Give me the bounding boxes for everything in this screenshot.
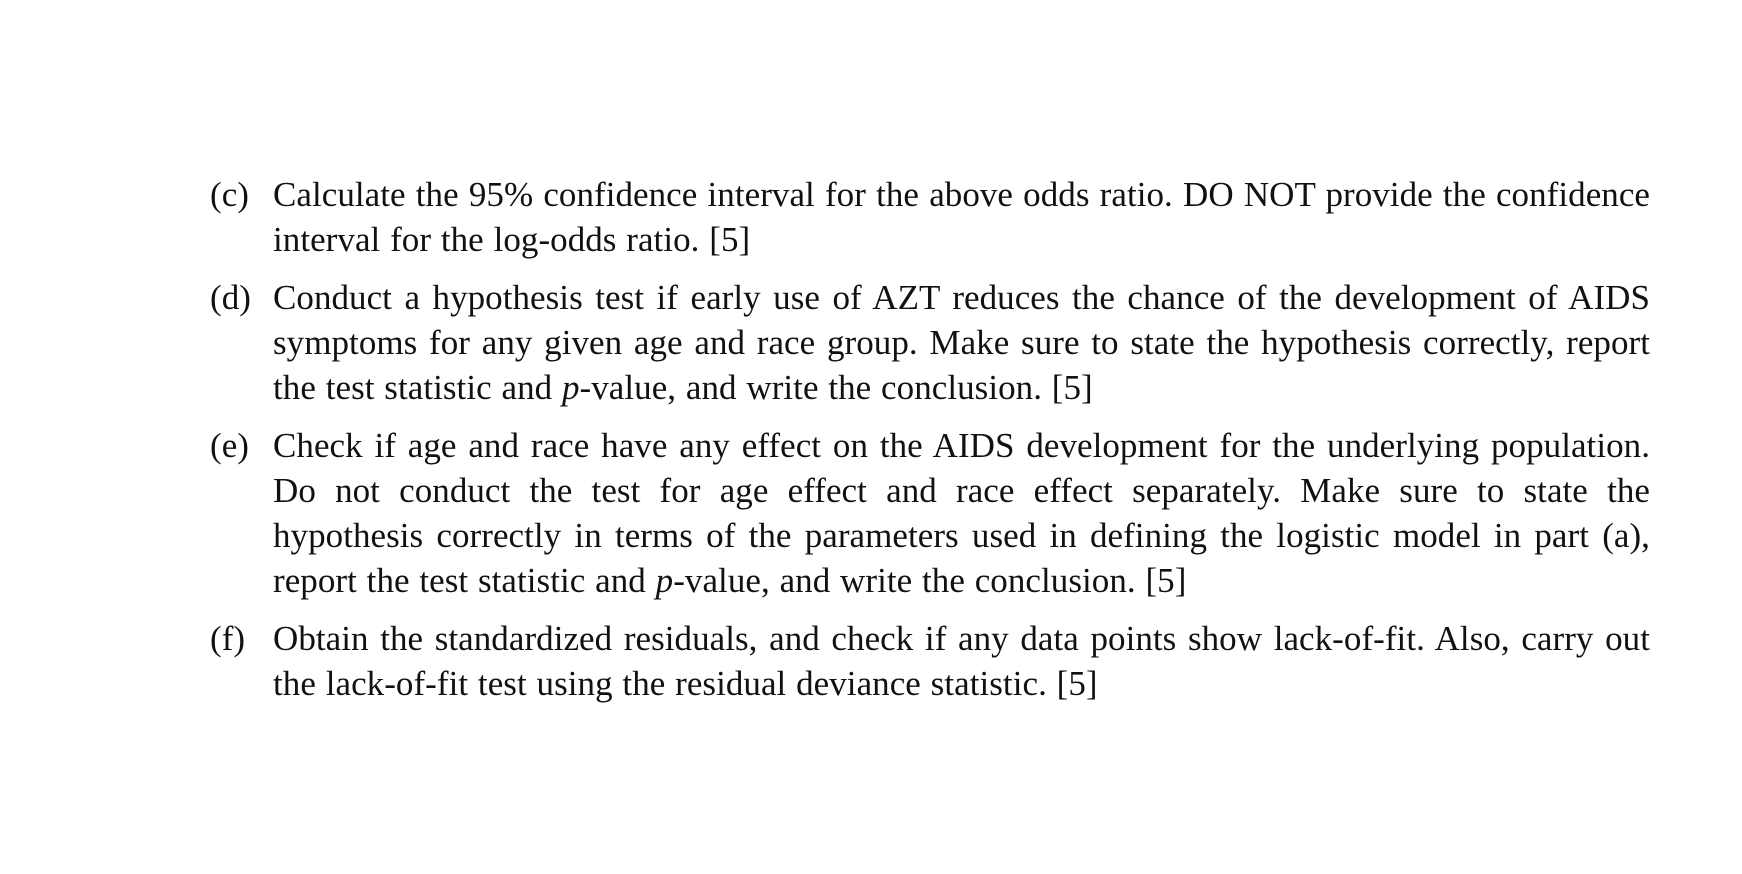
question-label: (f) xyxy=(210,619,246,658)
question-list xyxy=(210,172,1650,719)
question-text-part: -value, and write the conclusion. [5] xyxy=(579,368,1093,407)
question-text-part: Conduct a hypothesis test if early use of AZT reduces the chance of the development of AIDS symptoms for any given age and race group. Make sure to state the hypothesis correctly, report the test statistic and xyxy=(273,278,1650,407)
question-text xyxy=(273,423,1650,603)
question-text xyxy=(273,172,1650,262)
question-text-part: -value, and write the conclusion. [5] xyxy=(673,561,1187,600)
question-label: (d) xyxy=(210,278,251,317)
question-f xyxy=(210,616,1650,706)
question-label: (c) xyxy=(210,175,249,214)
question-d xyxy=(210,275,1650,410)
math-variable-p: p xyxy=(561,368,580,407)
question-text-part: Calculate the 95% confidence interval for the above odds ratio. DO NOT provide the confidence interval for the log-odds ratio. [5] xyxy=(273,175,1650,259)
question-c xyxy=(210,172,1650,262)
question-text xyxy=(273,275,1650,410)
question-text xyxy=(273,616,1650,706)
question-text-part: Check if age and race have any effect on the AIDS development for the underlying population. Do not conduct the test for age effect and race effect separately. Make sure to state the hypothesis correctly in terms of the parameters used in defining the logistic model in part (a), report the test statistic and xyxy=(273,426,1650,600)
question-e xyxy=(210,423,1650,603)
question-text-part: Obtain the standardized residuals, and check if any data points show lack-of-fit. Also, carry out the lack-of-fit test using the residual deviance statistic. [5] xyxy=(273,619,1650,703)
math-variable-p: p xyxy=(655,561,674,600)
question-label: (e) xyxy=(210,426,249,465)
